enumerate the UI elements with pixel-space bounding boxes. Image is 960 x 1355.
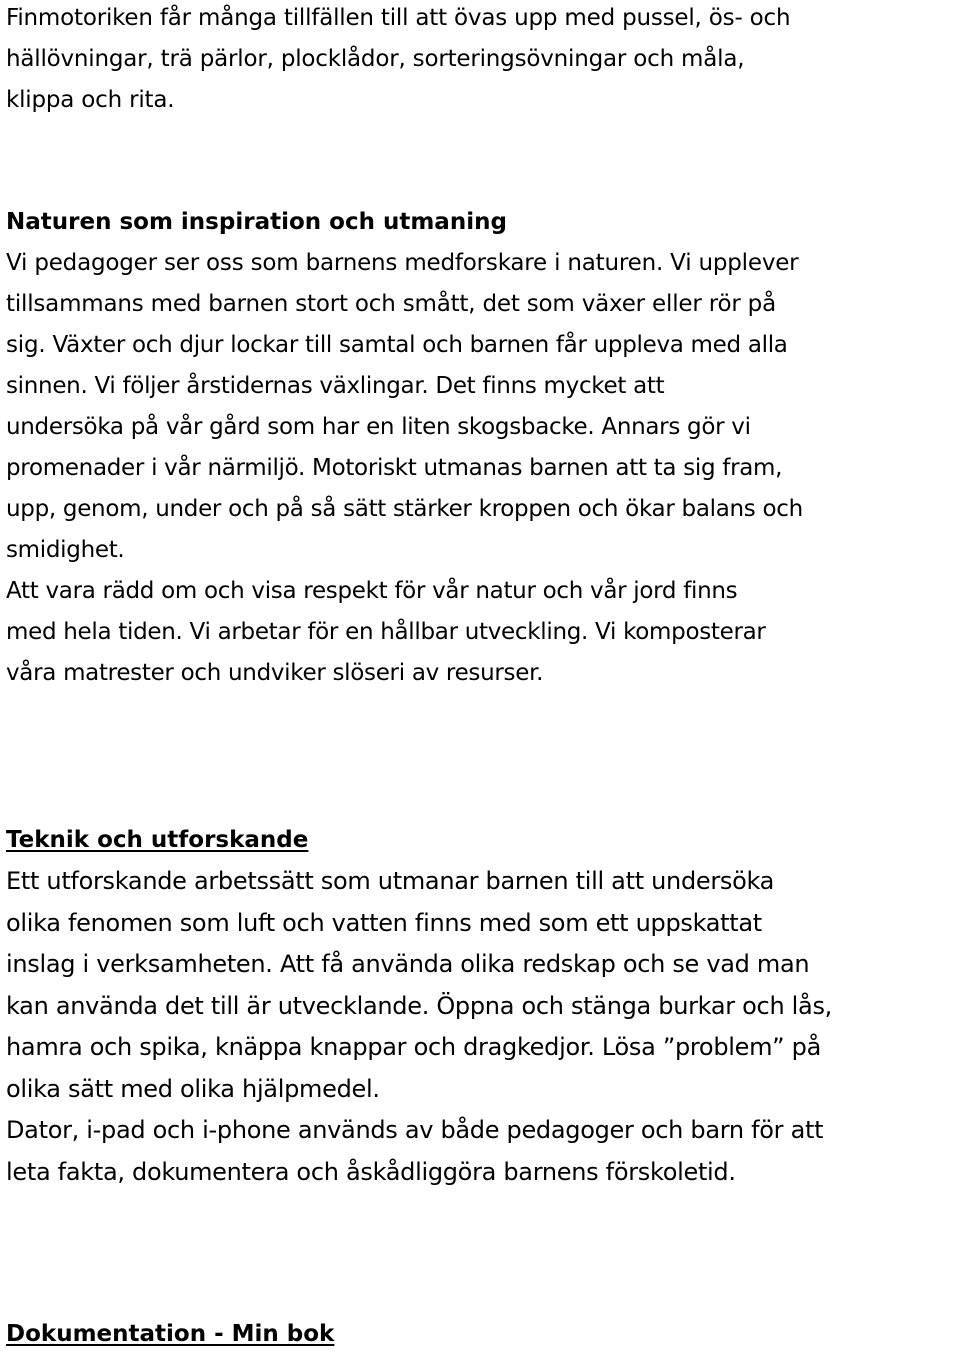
intro-line: hällövningar, trä pärlor, plocklådor, sorteringsövningar och måla, (6, 46, 745, 72)
tech-heading: Teknik och utforskande (6, 827, 309, 853)
tech-section (6, 820, 832, 1193)
nature-line: sinnen. Vi följer årstidernas växlingar. Det finns mycket att (6, 373, 665, 399)
intro-line: klippa och rita. (6, 87, 175, 113)
nature-line: undersöka på vår gård som har en liten skogsbacke. Annars gör vi (6, 414, 751, 440)
nature-line: Att vara rädd om och visa respekt för vår natur och vår jord finns (6, 578, 738, 604)
nature-paragraph-plain (6, 243, 803, 325)
nature-line: smidighet. (6, 537, 125, 563)
tech-line: Dator, i-pad och i-phone används av både pedagoger och barn för att (6, 1116, 824, 1144)
documentation-heading: Dokumentation - Min bok (6, 1321, 335, 1347)
tech-line: olika sätt med olika hjälpmedel. (6, 1074, 380, 1103)
nature-line: Vi pedagoger ser oss som barnens medforskare i naturen. Vi upplever (6, 250, 799, 276)
nature-paragraph (6, 366, 803, 694)
tech-line: leta fakta, dokumentera och åskådliggöra barnens förskoletid. (6, 1157, 736, 1186)
intro-line: Finmotoriken får många tillfällen till att övas upp med pussel, ös- och (6, 5, 791, 31)
nature-heading: Naturen som inspiration och utmaning (6, 209, 507, 235)
tech-line: olika fenomen som luft och vatten finns med som ett uppskattat (6, 908, 762, 937)
tech-line: inslag i verksamheten. Att få använda olika redskap och se vad man (6, 950, 810, 978)
nature-line: upp, genom, under och på så sätt stärker kroppen och ökar balans och (6, 496, 803, 522)
nature-line: tillsammans med barnen stort och smått, det som växer eller rör på (6, 291, 776, 317)
nature-line-end: Växter och djur lockar till samtal och barnen får uppleva med alla (45, 332, 788, 358)
intro-paragraph (6, 0, 790, 121)
nature-section (6, 202, 803, 694)
tech-line: hamra och spika, knäppa knappar och dragkedjor. Lösa ”problem” på (6, 1033, 821, 1061)
tech-line: Ett utforskande arbetssätt som utmanar barnen till att undersöka (6, 867, 775, 895)
nature-line: promenader i vår närmiljö. Motoriskt utmanas barnen att ta sig fram, (6, 455, 783, 481)
nature-line: våra matrester och undviker slöseri av resurser. (6, 660, 544, 686)
tech-paragraph (6, 861, 832, 1193)
nature-mixed-line (6, 325, 803, 366)
nature-line-start: sig. (6, 332, 46, 358)
tech-line: kan använda det till är utvecklande. Öppna och stänga burkar och lås, (6, 991, 832, 1020)
nature-line: med hela tiden. Vi arbetar för en hållbar utveckling. Vi komposterar (6, 619, 766, 645)
